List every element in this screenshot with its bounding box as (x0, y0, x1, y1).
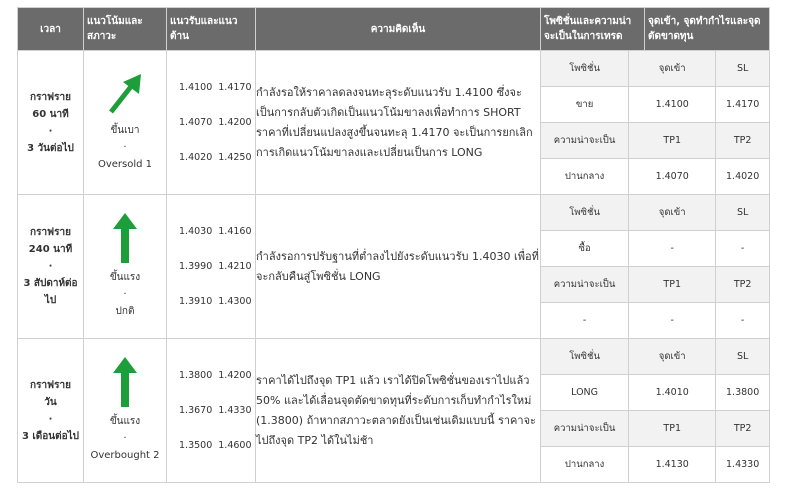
trend-label: ขึ้นแรง (109, 272, 141, 283)
sl-label: SL (716, 195, 769, 231)
trend-dot: · (123, 142, 127, 153)
support-level: 1.3670 (179, 405, 213, 416)
header-entry: จุดเข้า, จุดทำกำไรและจุดตัดขาดทุน (645, 8, 770, 51)
levels-list (179, 358, 258, 463)
levels-cell (167, 51, 256, 195)
timeframe-cell (18, 51, 84, 195)
trend-cell (84, 51, 167, 195)
timeframe-cell (18, 195, 84, 339)
resistance-level: 1.4330 (218, 405, 252, 416)
resistance-level: 1.4170 (218, 82, 252, 93)
position-grid (541, 51, 769, 194)
trend-state: ปกติ (115, 306, 135, 317)
resistance-level: 1.4200 (218, 370, 252, 381)
tp2-value: 1.4020 (726, 171, 760, 182)
position-value: ขาย (541, 87, 629, 123)
header-levels: แนวรับและแนวต้าน (167, 8, 256, 51)
timeframe-cell (18, 339, 84, 483)
trend-state: Overbought 2 (90, 450, 160, 461)
sl-value: 1.3800 (716, 375, 769, 411)
tp1-label: TP1 (629, 411, 716, 447)
trend-label: ขึ้นแรง (109, 416, 141, 427)
levels-list (179, 70, 258, 175)
support-level: 1.4030 (179, 226, 213, 237)
timeframe-line2: วัน (44, 396, 57, 408)
tp1-value: - (629, 303, 716, 339)
table-row (18, 195, 770, 339)
sl-label: SL (716, 51, 769, 87)
comment-cell: ราคาได้ไปถึงจุด TP1 แล้ว เราได้ปิดโพซิชั่นของเราไปแล้ว 50% และได้เลื่อนจุดตัดขาดทุนที่ระดับการเก็บทำกำไรใหม่ (1.3800) ถ้าหากสภาวะตลาดยังเป็นเช่นเดิมแบบนี้ ราคาจะไปถึงจุด TP2 ได้ในไม่ช้า (256, 339, 541, 483)
tp2-label: TP2 (716, 411, 769, 447)
tp1-value: 1.4130 (629, 447, 716, 483)
position-label: โพซิชั่น (541, 339, 629, 375)
probability-value: ปานกลาง (541, 447, 629, 483)
levels-list (179, 214, 258, 319)
probability-value: - (541, 303, 629, 339)
arrow-up-icon (113, 357, 137, 407)
resistance-level: 1.4250 (218, 152, 252, 163)
header-time: เวลา (18, 8, 84, 51)
position-cell (541, 339, 770, 483)
position-value: ซื้อ (541, 231, 629, 267)
header-trend: แนวโน้มและสภาวะ (84, 8, 167, 51)
resistance-level: 1.4300 (218, 296, 252, 307)
support-level: 1.3990 (179, 261, 213, 272)
timeframe-line1: กราฟราย (30, 227, 71, 238)
table-row (18, 51, 770, 195)
header-comment: ความคิดเห็น (256, 8, 541, 51)
support-level: 1.3500 (179, 440, 213, 451)
trend-dot: · (123, 289, 127, 300)
entry-value: 1.4010 (629, 375, 716, 411)
probability-value: ปานกลาง (541, 159, 629, 195)
entry-label: จุดเข้า (629, 339, 716, 375)
trend-cell (84, 339, 167, 483)
support-level: 1.4070 (179, 117, 213, 128)
sl-label: SL (716, 339, 769, 375)
trend-dot: · (123, 433, 127, 444)
probability-label: ความน่าจะเป็น (541, 267, 629, 303)
resistance-level: 1.4600 (218, 440, 252, 451)
entry-value: - (629, 231, 716, 267)
resistance-level: 1.4160 (218, 226, 252, 237)
timeframe-line3: 3 สัปดาห์ต่อไป (23, 278, 78, 306)
entry-label: จุดเข้า (629, 51, 716, 87)
sl-value: 1.4170 (716, 87, 769, 123)
analysis-table (17, 7, 770, 483)
timeframe-line2: 60 นาที (32, 108, 69, 120)
sl-value: - (716, 231, 769, 267)
trend-state: Oversold 1 (97, 159, 153, 170)
position-grid (541, 195, 769, 338)
arrow-up-icon (113, 213, 137, 263)
timeframe-line1: กราฟราย (30, 379, 71, 391)
tp1-value: 1.4070 (629, 159, 716, 195)
trend-label: ขึ้นเบา (110, 125, 140, 136)
levels-cell (167, 195, 256, 339)
tp1-label: TP1 (629, 123, 716, 159)
entry-value: 1.4100 (629, 87, 716, 123)
entry-label: จุดเข้า (629, 195, 716, 231)
timeframe-dot: · (48, 125, 53, 137)
position-label: โพซิชั่น (541, 51, 629, 87)
resistance-level: 1.4210 (218, 261, 252, 272)
support-level: 1.4100 (179, 82, 213, 93)
support-level: 1.3910 (179, 296, 213, 307)
trend-cell (84, 195, 167, 339)
position-grid (541, 339, 769, 482)
header-row (18, 8, 770, 51)
comment-cell: กำลังรอการปรับฐานที่ต่ำลงไปยังระดับแนวรับ 1.4030 เพื่อที่จะกลับคืนสู่โพซิชั่น LONG (256, 195, 541, 339)
position-label: โพซิชั่น (541, 195, 629, 231)
tp2-value: 1.4330 (726, 459, 760, 470)
timeframe-dot: · (48, 413, 53, 425)
header-position: โพซิชั่นและความน่าจะเป็นในการเทรด (541, 8, 645, 51)
timeframe-line1: กราฟราย (30, 91, 71, 103)
probability-label: ความน่าจะเป็น (541, 123, 629, 159)
analysis-table-container (17, 7, 769, 483)
timeframe-dot: · (48, 261, 53, 272)
support-level: 1.3800 (179, 370, 213, 381)
position-cell (541, 195, 770, 339)
support-level: 1.4020 (179, 152, 213, 163)
position-value: LONG (541, 375, 629, 411)
arrow-up-right-icon (105, 72, 145, 116)
timeframe-line3: 3 วันต่อไป (27, 142, 74, 154)
levels-cell (167, 339, 256, 483)
resistance-level: 1.4200 (218, 117, 252, 128)
probability-label: ความน่าจะเป็น (541, 411, 629, 447)
tp1-label: TP1 (629, 267, 716, 303)
comment-cell: กำลังรอให้ราคาลดลงจนทะลุระดับแนวรับ 1.4100 ซึ่งจะเป็นการกลับตัวเกิดเป็นแนวโน้มขาลงเพื่อทำการ SHORT ราคาที่เปลี่ยนแปลงสูงขึ้นจนทะลุ 1.4170 จะเป็นการยกเลิกการเกิดแนวโน้มขาลงและเปลี่ยนเป็นการ LONG (256, 51, 541, 195)
timeframe-line2: 240 นาที (28, 244, 73, 255)
tp2-label: TP2 (716, 123, 769, 159)
tp2-label: TP2 (716, 267, 769, 303)
position-cell (541, 51, 770, 195)
table-row (18, 339, 770, 483)
tp2-value: - (740, 315, 745, 326)
timeframe-line3: 3 เดือนต่อไป (21, 430, 80, 442)
